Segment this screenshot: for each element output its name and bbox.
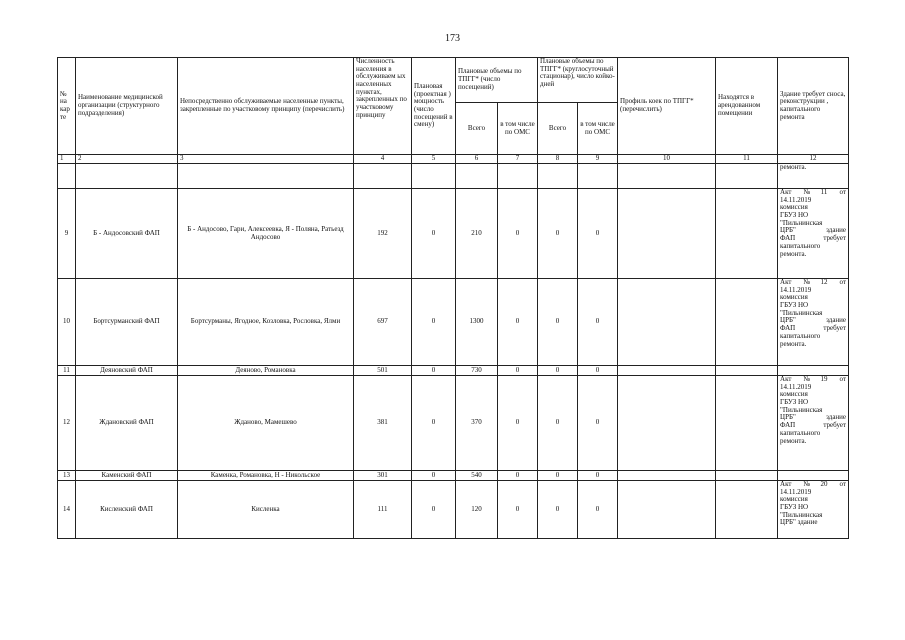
- beds-oms-value: 0: [578, 481, 618, 539]
- bed-profile-value: [618, 366, 716, 376]
- beds-total-value: 0: [538, 481, 578, 539]
- repair-note-line: 14.11.2019: [780, 195, 812, 204]
- repair-note: [778, 366, 849, 376]
- header-repair: Здание требует сноса, реконструкции , капитального ремонта: [778, 58, 849, 155]
- row-number: 9: [58, 189, 76, 279]
- rented-value: [716, 366, 778, 376]
- header-tpgg-visits: Плановые объемы по ТПГГ* (число посещений): [456, 58, 538, 103]
- population-value: 192: [354, 189, 412, 279]
- row-number: 11: [58, 366, 76, 376]
- beds-oms-value: 0: [578, 376, 618, 471]
- repair-note-line: ремонта.: [780, 436, 807, 445]
- column-number: 12: [778, 155, 849, 164]
- beds-oms-value: 0: [578, 471, 618, 481]
- rented-value: [716, 279, 778, 366]
- beds-oms-value: 0: [578, 366, 618, 376]
- visits-oms-value: 0: [498, 189, 538, 279]
- repair-note-line: "Пильнинская: [780, 218, 823, 227]
- table-row: [58, 471, 849, 481]
- repair-note-line: комиссия: [780, 203, 808, 212]
- repair-note-line: ГБУЗ НО: [780, 398, 809, 407]
- organization-name: Бортсурманский ФАП: [76, 279, 178, 366]
- repair-note: [778, 376, 849, 471]
- settlements-list: Б - Андосово, Гари, Алексеевка, Я - Поляна, Ратьезд Андосово: [178, 189, 354, 279]
- column-number: 7: [498, 155, 538, 164]
- population-value: 697: [354, 279, 412, 366]
- rented-value: [716, 481, 778, 539]
- column-number: 2: [76, 155, 178, 164]
- beds-total-value: 0: [538, 366, 578, 376]
- repair-note-line: Акт №19 от: [780, 375, 847, 383]
- visits-total-value: 370: [456, 376, 498, 471]
- rented-value: [716, 376, 778, 471]
- capacity-value: 0: [412, 279, 456, 366]
- page-number: 173: [445, 33, 460, 44]
- repair-note-line: капитального: [780, 331, 821, 340]
- organization-name: Б - Андосовский ФАП: [76, 189, 178, 279]
- settlements-list: Каменка, Романовка, Н - Никольское: [178, 471, 354, 481]
- settlements-list: Жданово, Мамешево: [178, 376, 354, 471]
- repair-note: [778, 189, 849, 279]
- visits-total-value: 1300: [456, 279, 498, 366]
- repair-note-line: ремонта.: [780, 249, 807, 258]
- settlements-list: Деяново, Романовка: [178, 366, 354, 376]
- visits-total-value: 210: [456, 189, 498, 279]
- continuation-row: [58, 164, 849, 189]
- column-number: 5: [412, 155, 456, 164]
- visits-total-value: 540: [456, 471, 498, 481]
- beds-total-value: 0: [538, 376, 578, 471]
- header-visits-oms: в том числе по ОМС: [498, 103, 538, 155]
- header-population: Численность населения в обслуживаем ых населенных пунктах, закрепленных по участковому принципу: [354, 58, 412, 155]
- column-number: 1: [58, 155, 76, 164]
- repair-note-line: ГБУЗ НО: [780, 301, 809, 310]
- capacity-value: 0: [412, 376, 456, 471]
- bed-profile-value: [618, 471, 716, 481]
- repair-note-line: Акт №12 от: [780, 278, 847, 286]
- header-capacity: Плановая (проектная ) мощность (число посещений в смену): [412, 58, 456, 155]
- repair-note-line: ремонта.: [780, 339, 807, 348]
- table-row: [58, 481, 849, 539]
- repair-note-line: 14.11.2019: [780, 487, 812, 496]
- capacity-value: 0: [412, 471, 456, 481]
- repair-note-line: ФАП требует: [780, 421, 847, 430]
- table-row: [58, 279, 849, 366]
- repair-note-line: капитального: [780, 241, 821, 250]
- organization-name: Деяновский ФАП: [76, 366, 178, 376]
- bed-profile-value: [618, 189, 716, 279]
- continuation-note: ремонта.: [778, 164, 849, 189]
- row-number: 12: [58, 376, 76, 471]
- beds-total-value: 0: [538, 189, 578, 279]
- population-value: 501: [354, 366, 412, 376]
- repair-note-line: 14.11.2019: [780, 285, 812, 294]
- rented-value: [716, 471, 778, 481]
- population-value: 381: [354, 376, 412, 471]
- header-settlements: Непосредственно обслуживаемые населенные пункты, закрепленные по участковому принципу (перечислить): [178, 58, 354, 155]
- repair-note-line: "Пильнинская: [780, 308, 823, 317]
- column-number: 9: [578, 155, 618, 164]
- row-number: 14: [58, 481, 76, 539]
- repair-note-line: ФАП требует: [780, 324, 847, 333]
- rented-value: [716, 189, 778, 279]
- settlements-list: Бортсурманы, Ягодное, Козловка, Рословка, Ялми: [178, 279, 354, 366]
- capacity-value: 0: [412, 189, 456, 279]
- repair-note-line: ГБУЗ НО: [780, 211, 809, 220]
- repair-note-line: ЦРБ" здание: [780, 413, 847, 422]
- header-beds-total: Всего: [538, 103, 578, 155]
- repair-note-line: комиссия: [780, 390, 808, 399]
- header-visits-total: Всего: [456, 103, 498, 155]
- repair-note-line: ЦРБ" здание: [780, 518, 818, 527]
- capacity-value: 0: [412, 481, 456, 539]
- header-number: № на кар те: [58, 58, 76, 155]
- column-number: 6: [456, 155, 498, 164]
- repair-note: [778, 279, 849, 366]
- column-number: 8: [538, 155, 578, 164]
- visits-oms-value: 0: [498, 376, 538, 471]
- repair-note-line: Акт №20 от: [780, 480, 847, 488]
- repair-note-line: ГБУЗ НО: [780, 503, 809, 512]
- table-row: [58, 366, 849, 376]
- population-value: 111: [354, 481, 412, 539]
- column-number-row: [58, 155, 849, 164]
- repair-note-line: Акт №11 от: [780, 188, 847, 196]
- organization-name: Ждановский ФАП: [76, 376, 178, 471]
- repair-note-line: ЦРБ" здание: [780, 316, 847, 325]
- table-row: [58, 189, 849, 279]
- repair-note: [778, 471, 849, 481]
- repair-note-line: капитального: [780, 428, 821, 437]
- repair-note-line: ЦРБ" здание: [780, 226, 847, 235]
- row-number: 13: [58, 471, 76, 481]
- column-number: 4: [354, 155, 412, 164]
- header-beds-oms: в том числе по ОМС: [578, 103, 618, 155]
- beds-total-value: 0: [538, 279, 578, 366]
- beds-total-value: 0: [538, 471, 578, 481]
- bed-profile-value: [618, 376, 716, 471]
- visits-oms-value: 0: [498, 366, 538, 376]
- header-bed-profile: Профиль коек по ТПГГ* (перечислить): [618, 58, 716, 155]
- beds-oms-value: 0: [578, 189, 618, 279]
- row-number: 10: [58, 279, 76, 366]
- repair-note-line: ФАП требует: [780, 234, 847, 243]
- header-organization: Наименование медицинской организации (структурного подразделения): [76, 58, 178, 155]
- header-row-1: [58, 58, 849, 103]
- organization-name: Каменский ФАП: [76, 471, 178, 481]
- column-number: 3: [178, 155, 354, 164]
- visits-oms-value: 0: [498, 471, 538, 481]
- column-number: 11: [716, 155, 778, 164]
- organization-name: Кисленский ФАП: [76, 481, 178, 539]
- bed-profile-value: [618, 279, 716, 366]
- visits-total-value: 730: [456, 366, 498, 376]
- capacity-value: 0: [412, 366, 456, 376]
- column-number: 10: [618, 155, 716, 164]
- repair-note-line: "Пильнинская: [780, 510, 823, 519]
- table-row: [58, 376, 849, 471]
- repair-note-line: комиссия: [780, 293, 808, 302]
- header-tpgg-beds: Плановые объемы по ТПГГ* (круглосуточный стационар), число койко-дней: [538, 58, 618, 103]
- beds-oms-value: 0: [578, 279, 618, 366]
- bed-profile-value: [618, 481, 716, 539]
- repair-note-line: комиссия: [780, 495, 808, 504]
- population-value: 301: [354, 471, 412, 481]
- repair-note-line: "Пильнинская: [780, 405, 823, 414]
- visits-oms-value: 0: [498, 481, 538, 539]
- repair-note-line: 14.11.2019: [780, 382, 812, 391]
- visits-oms-value: 0: [498, 279, 538, 366]
- settlements-list: Кисленка: [178, 481, 354, 539]
- repair-note: [778, 481, 849, 539]
- medical-organizations-table: [57, 57, 849, 539]
- header-rented: Находятся в арендованном помещении: [716, 58, 778, 155]
- visits-total-value: 120: [456, 481, 498, 539]
